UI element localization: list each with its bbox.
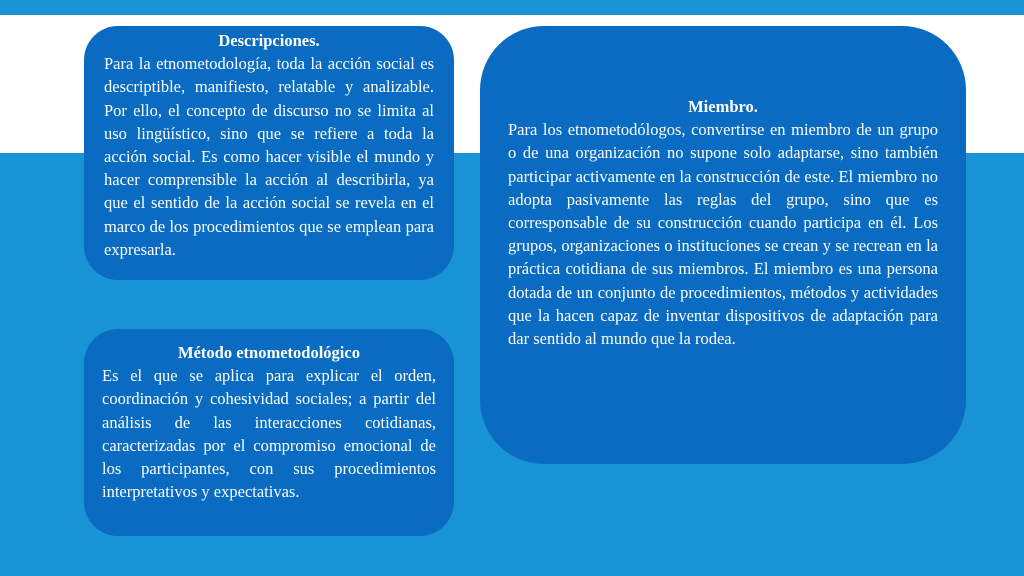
card-body: Es el que se aplica para explicar el orden, coordinación y cohesividad sociales; a partir del análisis de las interacciones cotidianas, caracterizadas por el compromiso emocional de los participantes, con sus procedimientos interpretativos y expectativas. xyxy=(102,366,436,502)
top-accent-strip xyxy=(0,0,1024,15)
card-body: Para la etnometodología, toda la acción social es descriptible, manifiesto, relatable y analizable. Por ello, el concepto de discurso no se limita al uso lingüístico, sino que se refiere a toda la acción social. Es como hacer visible el mundo y hacer comprensible la acción al describirla, ya que el sentido de la acción social se revela en el marco de los procedimientos que se emplean para expresarla. xyxy=(104,54,434,259)
card-metodo-etnometodologico xyxy=(84,329,454,536)
card-title: Descripciones. xyxy=(218,31,320,50)
card-title: Miembro. xyxy=(688,97,758,116)
card-miembro xyxy=(480,26,966,464)
card-body: Para los etnometodólogos, convertirse en miembro de un grupo o de una organización no supone solo adaptarse, sino también participar activamente en la construcción de este. El miembro no adopta pasivamente las reglas del grupo, sino que es corresponsable de su construcción cuando participa en él. Los grupos, organizaciones o instituciones se crean y se recrean en la práctica cotidiana de sus miembros. El miembro es una persona dotada de un conjunto de procedimientos, métodos y actividades que la hacen capaz de inventar dispositivos de adaptación para dar sentido al mundo que la rodea. xyxy=(508,120,938,349)
card-title: Método etnometodológico xyxy=(178,343,360,362)
card-descripciones xyxy=(84,26,454,280)
